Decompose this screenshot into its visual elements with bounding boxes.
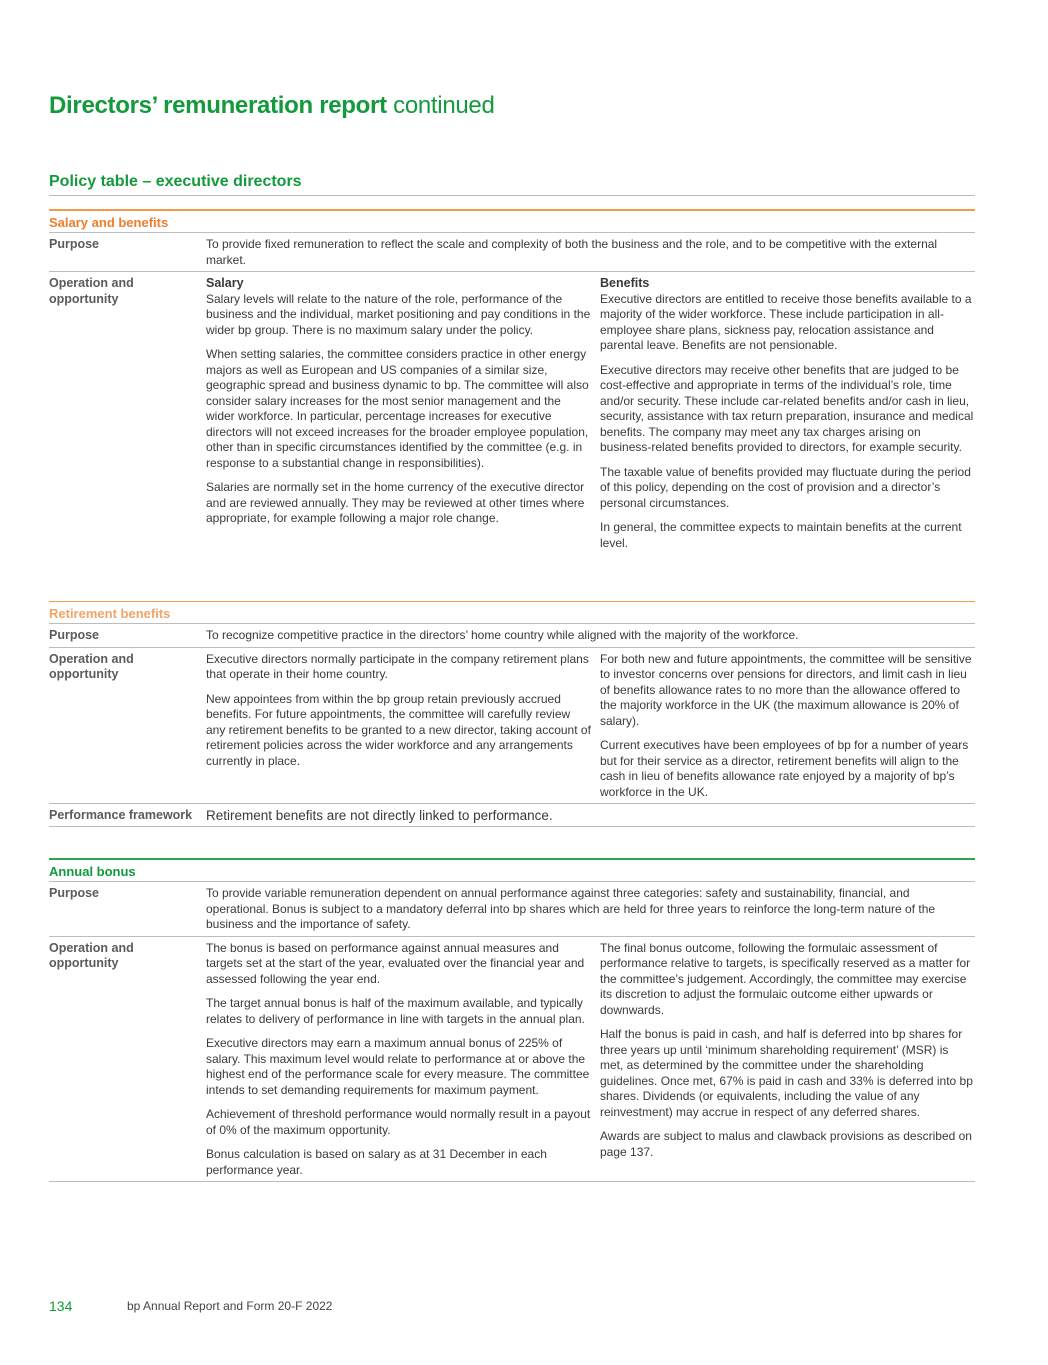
bonus-operation-row — [49, 936, 975, 1183]
retirement-purpose-row — [49, 623, 975, 647]
paragraph: The target annual bonus is half of the maximum available, and typically relates to delivery of performance in line with targets in the annual plan. — [206, 996, 585, 1026]
salary-column — [206, 276, 591, 551]
salary-purpose-row — [49, 232, 975, 271]
paragraph: The bonus is based on performance against annual measures and targets set at the start of the year, evaluated over the financial year and assessed following the year end. — [206, 940, 585, 986]
paragraph: Executive directors may receive other benefits that are judged to be cost-effective and appropriate in terms of the individual’s role, time and/or security. These include car-related benefits and/or cash in lieu, security, assistance with tax return preparation, insurance and medical benefits. The company may meet any tax charges arising on business-related benefits provided to directors, for example security. — [600, 362, 974, 454]
salary-title: Salary — [206, 276, 244, 290]
benefits-title: Benefits — [600, 276, 650, 290]
row-text: To recognize competitive practice in the directors’ home country while aligned with the majority of the workforce. — [206, 628, 799, 642]
retirement-section — [49, 601, 975, 827]
paragraph: Current executives have been employees of bp for a number of years but for their service as a director, retirement benefits will align to the cash in lieu of benefits allowance rate enjoyed by a majority of bp’s workforce in the UK. — [600, 738, 969, 799]
bonus-left-column — [206, 941, 591, 1179]
paragraph: In general, the committee expects to maintain benefits at the current level. — [600, 520, 962, 550]
paragraph: Awards are subject to malus and clawback provisions as described on page 137. — [600, 1129, 972, 1159]
bonus-purpose-row — [49, 881, 975, 936]
retirement-right-column — [600, 652, 975, 801]
retirement-heading: Retirement benefits — [49, 606, 171, 621]
row-label: Purpose — [49, 628, 100, 642]
paragraph: Half the bonus is paid in cash, and half is deferred into bp shares for three years up until ‘minimum shareholding requirement’ (MSR) is met, as determined by the committee under the shareholding guidelines. Once met, 67% is paid in cash and 33% is deferred into bp shares. Dividends (or equivalents, including the value of any reinvestment) may accrue in respect of any deferred shares. — [600, 1027, 973, 1119]
document-title: bp Annual Report and Form 20-F 2022 — [127, 1299, 333, 1313]
retirement-operation-row — [49, 647, 975, 804]
paragraph: Salaries are normally set in the home currency of the executive director and are reviewed annually. They may be reviewed at other times where appropriate, for example following a major role change. — [206, 480, 585, 525]
salary-benefits-heading: Salary and benefits — [49, 215, 169, 230]
row-text: To provide fixed remuneration to reflect the scale and complexity of both the business and the role, and to be competitive with the external market. — [206, 237, 938, 267]
policy-table-title: Policy table – executive directors — [49, 173, 302, 190]
annual-bonus-section — [49, 858, 975, 1182]
bonus-right-column — [600, 941, 975, 1179]
title-continued: continued — [393, 92, 495, 119]
row-label: Operation and opportunity — [49, 276, 134, 306]
retirement-left-column — [206, 652, 591, 801]
paragraph: Executive directors normally participate in the company retirement plans that operate in their home country. — [206, 651, 589, 681]
salary-operation-row — [49, 271, 975, 554]
row-label: Purpose — [49, 237, 100, 251]
salary-benefits-section — [49, 209, 975, 554]
page-number: 134 — [49, 1298, 73, 1314]
title-main: Directors’ remuneration report — [49, 92, 387, 119]
paragraph: Achievement of threshold performance would normally result in a payout of 0% of the maximum opportunity. — [206, 1107, 591, 1137]
paragraph: New appointees from within the bp group retain previously accrued benefits. For future appointments, the committee will carefully review any retirement benefits to be granted to a new director, taking account of retirement policies across the wider workforce and any arrangements currently in place. — [206, 691, 591, 768]
paragraph: When setting salaries, the committee considers practice in other energy majors as well as European and US companies of a similar size, geographic spread and business dynamic to bp. The committee will also consider salary increases for the most senior management and the wider workforce. In particular, percentage increases for executive directors will not exceed increases for the broader employee population, other than in specific circumstances identified by the committee (e.g. in response to a substantial change in responsibilities). — [206, 347, 589, 470]
paragraph: Bonus calculation is based on salary as at 31 December in each performance year. — [206, 1147, 547, 1177]
row-label: Operation and opportunity — [49, 940, 134, 970]
benefits-column — [600, 276, 975, 551]
page-title — [49, 92, 495, 120]
row-text: Retirement benefits are not directly linked to performance. — [206, 808, 553, 823]
paragraph: The final bonus outcome, following the formulaic assessment of performance relative to targets, is specifically reserved as a matter for the committee’s judgement. Accordingly, the committee may exercise its discretion to adjust the formulaic outcome either upwards or downwards. — [600, 940, 971, 1017]
retirement-performance-row — [49, 803, 975, 827]
row-label: Performance framework — [49, 808, 193, 822]
paragraph: Salary levels will relate to the nature of the role, performance of the business and the individual, market positioning and pay conditions in the wider bp group. There is no maximum salary under the policy. — [206, 291, 591, 337]
paragraph: Executive directors are entitled to receive those benefits available to a majority of the wider workforce. These include participation in all-employee share plans, sickness pay, relocation assistance and parental leave. Benefits are not pensionable. — [600, 291, 972, 352]
paragraph: Executive directors may earn a maximum annual bonus of 225% of salary. This maximum level would relate to performance at or above the highest end of the performance scale for every measure. The committee intends to set demanding requirements for maximum payment. — [206, 1036, 590, 1097]
row-text: To provide variable remuneration dependent on annual performance against three categories: safety and sustainability, financial, and operational. Bonus is subject to a mandatory deferral into bp shares which are held for three years to reinforce the long-term nature of the business and the importance of safety. — [206, 886, 936, 931]
paragraph: The taxable value of benefits provided may fluctuate during the period of this policy, depending on the cost of provision and a director’s personal circumstances. — [600, 464, 971, 510]
row-label: Purpose — [49, 886, 100, 900]
annual-bonus-heading: Annual bonus — [49, 864, 136, 879]
paragraph: For both new and future appointments, the committee will be sensitive to investor concerns over pensions for directors, and limit cash in lieu of benefits allowance rates to no more than the allowance offered to the majority workforce in the UK (the maximum allowance is 20% of salary). — [600, 651, 972, 728]
row-label: Operation and opportunity — [49, 651, 134, 681]
subtitle-divider — [49, 195, 975, 196]
